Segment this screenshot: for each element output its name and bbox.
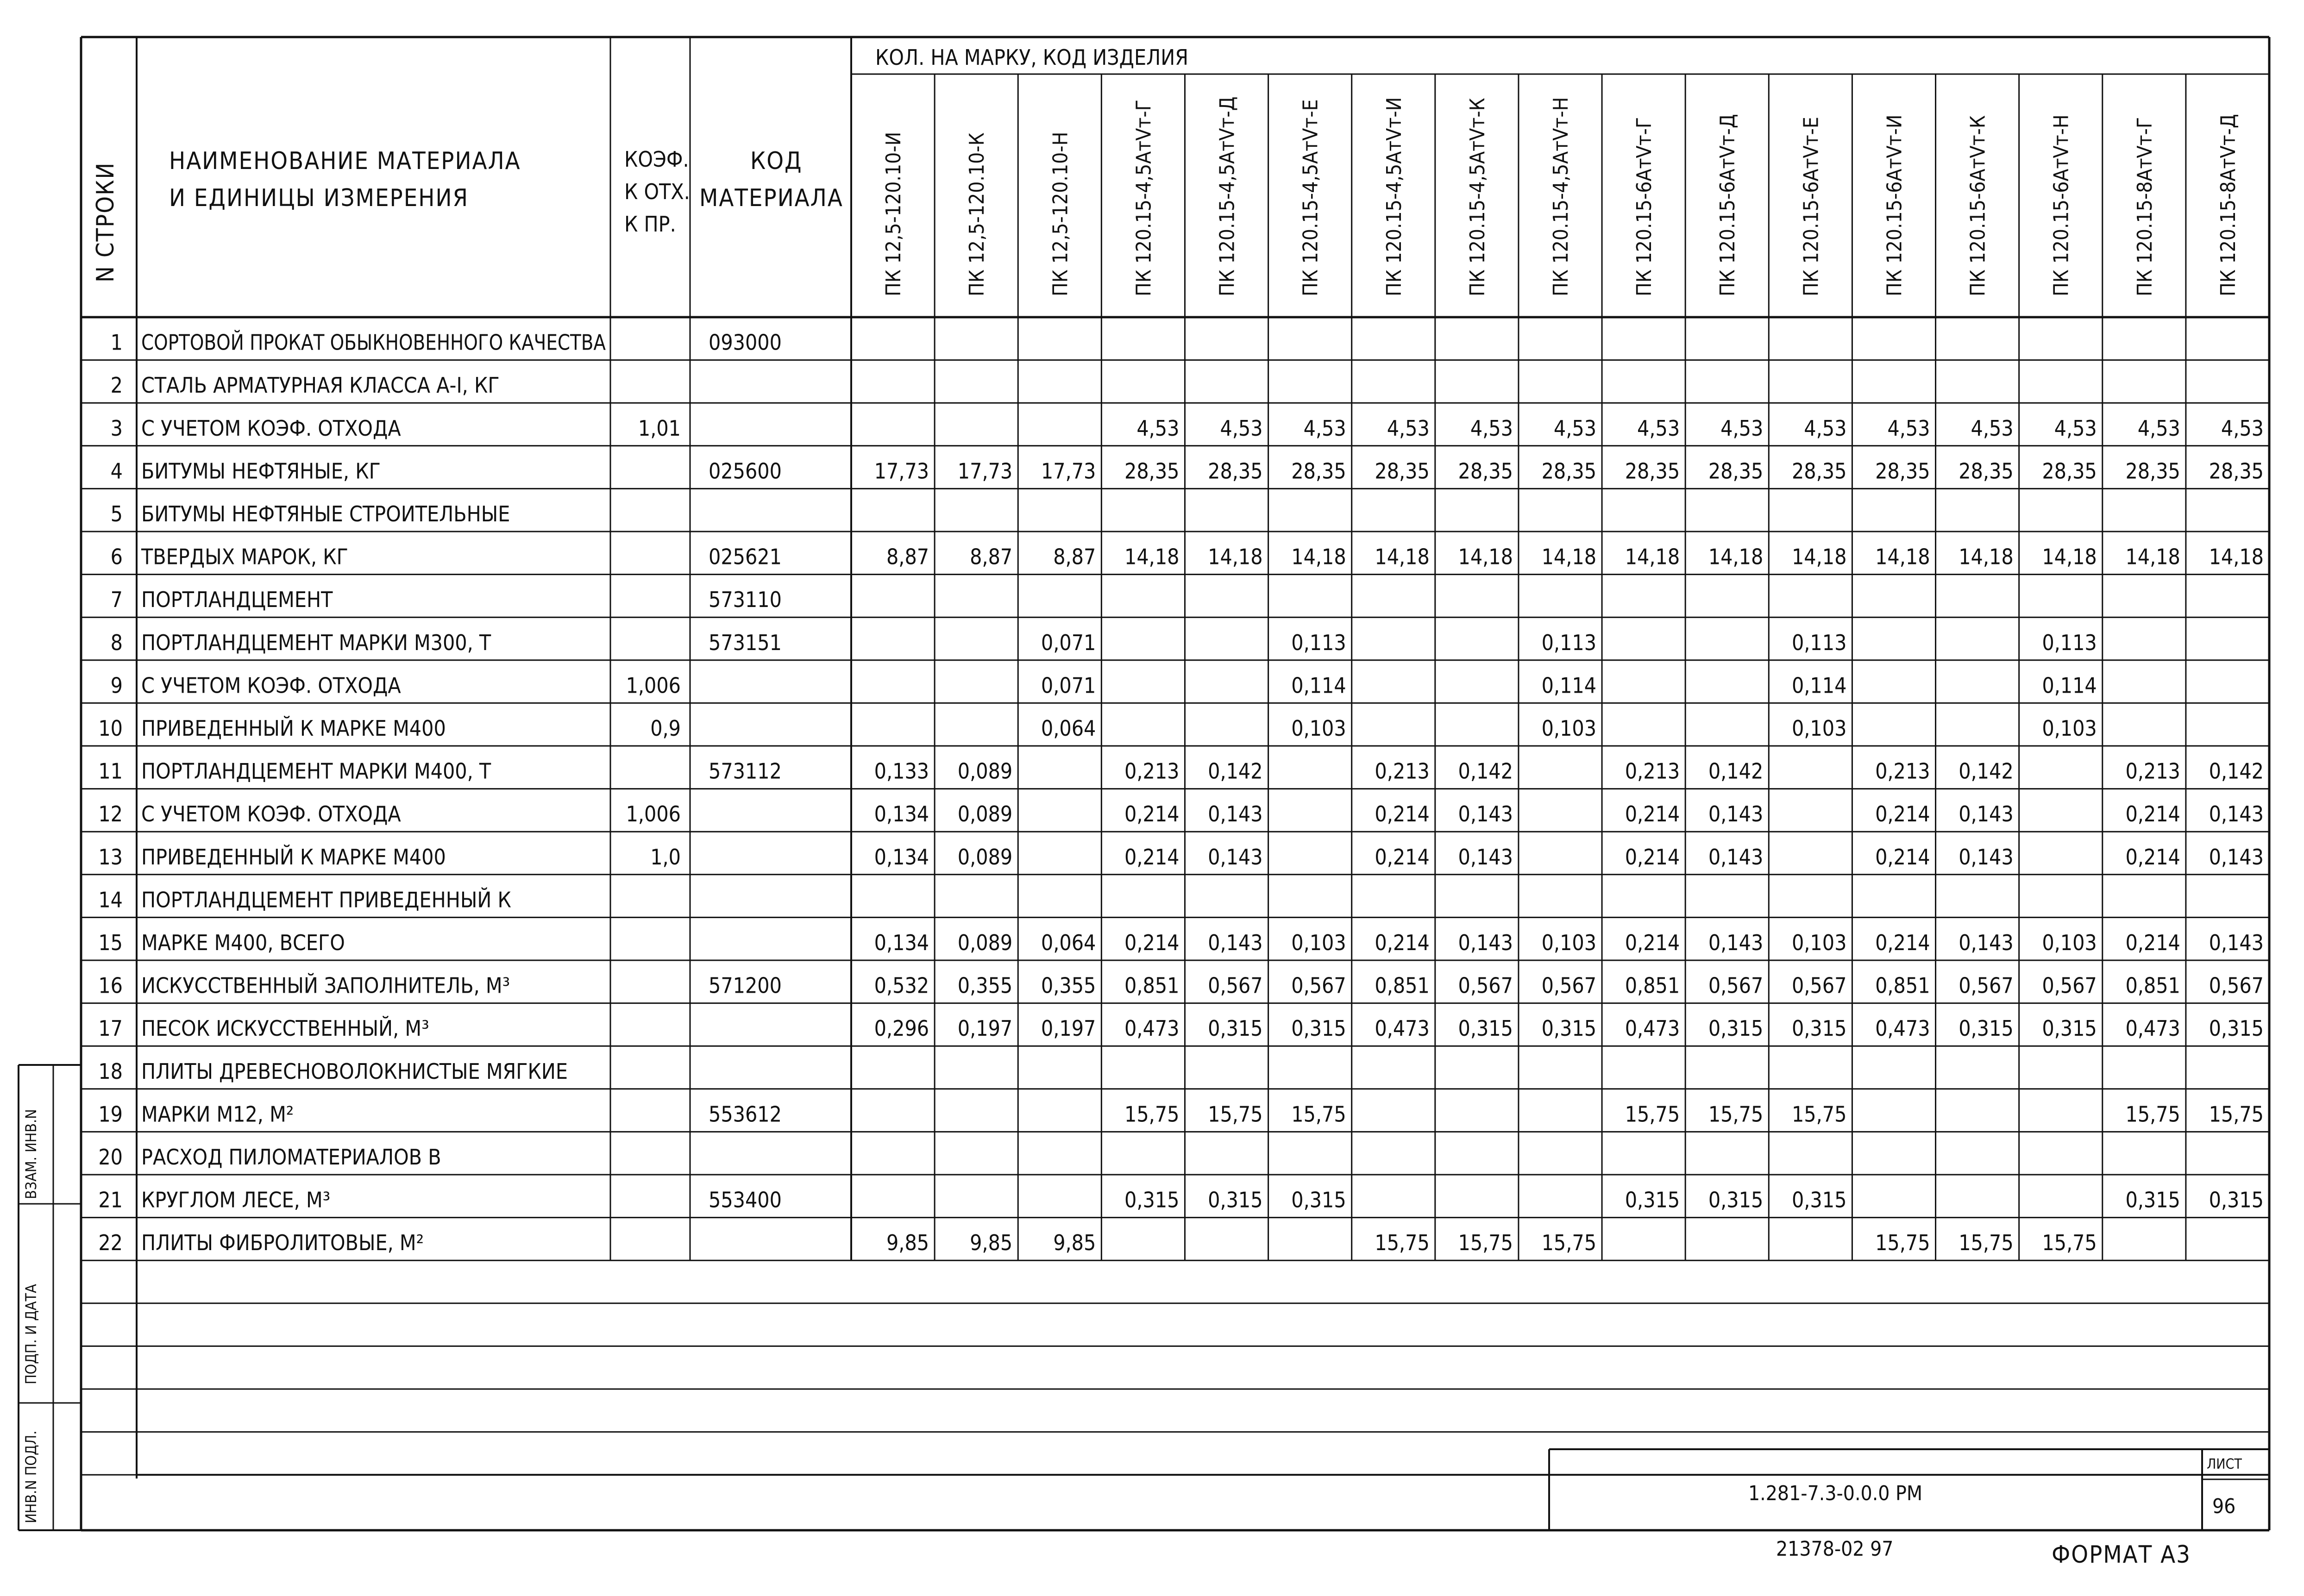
row-quantity-cell: 0,214 <box>2125 801 2180 827</box>
row-quantity-cell: 0,213 <box>1375 758 1430 784</box>
table-row <box>98 973 2264 998</box>
row-quantity-cell: 0,197 <box>1041 1016 1096 1041</box>
table-row <box>111 330 782 355</box>
row-quantity-cell: 0,213 <box>1625 758 1680 784</box>
table-row <box>98 930 2264 955</box>
row-quantity-cell: 0,133 <box>874 758 929 784</box>
row-number: 22 <box>98 1230 123 1256</box>
product-header-16: ПК 120.15-8АтⅤт-Г <box>2133 117 2157 296</box>
header-coef-line1: КОЭФ. <box>624 147 689 172</box>
table-row <box>111 458 2264 483</box>
table-row <box>111 673 2097 698</box>
row-quantity-cell: 0,315 <box>1208 1016 1263 1041</box>
header-row-number: N СТРОКИ <box>92 162 119 282</box>
row-number: 3 <box>110 415 123 441</box>
header-code-line1: КОД <box>750 147 803 175</box>
row-quantity-cell: 0,089 <box>957 844 1013 870</box>
row-material-name: КРУГЛОМ ЛЕСЕ, М³ <box>141 1187 331 1213</box>
row-quantity-cell: 0,214 <box>1124 801 1180 827</box>
row-number: 15 <box>98 930 123 955</box>
row-material-name: ПОРТЛАНДЦЕМЕНТ <box>141 587 333 613</box>
row-quantity-cell: 0,143 <box>1708 930 1764 955</box>
row-quantity-cell: 0,103 <box>1541 716 1597 741</box>
row-number: 16 <box>98 973 123 998</box>
row-material-name: ПОРТЛАНДЦЕМЕНТ МАРКИ М400, Т <box>141 758 491 784</box>
row-quantity-cell: 14,18 <box>1541 544 1597 570</box>
footer-format: ФОРМАТ А3 <box>2052 1541 2191 1569</box>
row-quantity-cell: 0,567 <box>1541 973 1597 998</box>
table-row <box>98 759 2264 784</box>
row-material-code: 025600 <box>709 458 782 484</box>
product-header-7: ПК 120.15-4,5АтⅤт-И <box>1382 97 1406 296</box>
row-number: 20 <box>98 1145 123 1170</box>
row-quantity-cell: 4,53 <box>1971 415 2014 441</box>
row-quantity-cell: 0,355 <box>957 973 1013 998</box>
row-quantity-cell: 28,35 <box>1458 458 1513 484</box>
row-material-name: ПРИВЕДЕННЫЙ К МАРКЕ М400 <box>141 716 446 741</box>
row-quantity-cell: 0,197 <box>957 1016 1013 1041</box>
row-quantity-cell: 0,315 <box>2125 1187 2180 1213</box>
row-quantity-cell: 0,142 <box>1959 758 2014 784</box>
row-number: 4 <box>110 458 123 484</box>
table-row <box>111 587 782 612</box>
header-coef-line2: К ОТХ. <box>624 179 690 204</box>
row-quantity-cell: 0,214 <box>1875 930 1930 955</box>
row-quantity-cell: 0,315 <box>1291 1016 1346 1041</box>
row-number: 10 <box>98 716 123 741</box>
table-row <box>111 545 2264 570</box>
row-number: 7 <box>110 587 123 613</box>
row-quantity-cell: 0,134 <box>874 801 929 827</box>
row-quantity-cell: 4,53 <box>1887 415 1930 441</box>
row-quantity-cell: 15,75 <box>1208 1102 1263 1127</box>
row-quantity-cell: 0,064 <box>1041 930 1096 955</box>
row-quantity-cell: 0,214 <box>1375 930 1430 955</box>
row-quantity-cell: 0,114 <box>2042 673 2097 698</box>
row-quantity-cell: 14,18 <box>2209 544 2264 570</box>
row-number: 21 <box>98 1187 123 1213</box>
row-quantity-cell: 0,315 <box>1458 1016 1513 1041</box>
row-material-name: БИТУМЫ НЕФТЯНЫЕ СТРОИТЕЛЬНЫЕ <box>141 501 510 526</box>
row-quantity-cell: 0,315 <box>1124 1187 1180 1213</box>
row-quantity-cell: 0,473 <box>2125 1016 2180 1041</box>
row-quantity-cell: 0,142 <box>2209 758 2264 784</box>
row-quantity-cell: 0,567 <box>1291 973 1346 998</box>
table-row <box>98 716 2097 741</box>
row-quantity-cell: 0,315 <box>1625 1187 1680 1213</box>
table-row <box>98 1188 2264 1213</box>
row-quantity-cell: 0,851 <box>1875 973 1930 998</box>
row-quantity-cell: 0,315 <box>1208 1187 1263 1213</box>
row-quantity-cell: 14,18 <box>2042 544 2097 570</box>
side-label-sign: ПОДП. И ДАТА <box>22 1284 40 1384</box>
row-quantity-cell: 9,85 <box>886 1230 929 1256</box>
row-quantity-cell: 0,103 <box>1291 930 1346 955</box>
row-material-name: РАСХОД ПИЛОМАТЕРИАЛОВ В <box>141 1145 441 1170</box>
row-coefficient: 1,006 <box>626 673 681 698</box>
row-material-name: ПЕСОК ИСКУССТВЕННЫЙ, М³ <box>141 1016 429 1041</box>
row-quantity-cell: 0,214 <box>1375 844 1430 870</box>
row-quantity-cell: 0,315 <box>2042 1016 2097 1041</box>
row-quantity-cell: 0,214 <box>1875 801 1930 827</box>
table-row <box>98 1145 441 1170</box>
row-quantity-cell: 14,18 <box>1959 544 2014 570</box>
row-quantity-cell: 0,113 <box>1541 630 1597 655</box>
row-quantity-cell: 0,315 <box>2209 1187 2264 1213</box>
row-quantity-cell: 15,75 <box>2042 1230 2097 1256</box>
row-quantity-cell: 14,18 <box>1124 544 1180 570</box>
row-quantity-cell: 0,315 <box>1708 1187 1764 1213</box>
row-quantity-cell: 28,35 <box>2209 458 2264 484</box>
row-material-code: 571200 <box>709 973 782 998</box>
row-quantity-cell: 0,851 <box>1124 973 1180 998</box>
row-quantity-cell: 0,143 <box>1959 930 2014 955</box>
row-quantity-cell: 4,53 <box>2054 415 2097 441</box>
row-quantity-cell: 4,53 <box>1220 415 1263 441</box>
row-material-name: С УЧЕТОМ КОЭФ. ОТХОДА <box>141 673 401 698</box>
row-quantity-cell: 0,114 <box>1541 673 1597 698</box>
row-quantity-cell: 0,315 <box>1791 1016 1847 1041</box>
row-material-name: ПОРТЛАНДЦЕМЕНТ ПРИВЕДЕННЫЙ К <box>141 887 511 913</box>
table-row <box>98 1059 568 1084</box>
row-quantity-cell: 0,143 <box>2209 844 2264 870</box>
row-quantity-cell: 0,134 <box>874 930 929 955</box>
row-number: 5 <box>110 501 123 526</box>
row-quantity-cell: 0,214 <box>2125 930 2180 955</box>
row-quantity-cell: 28,35 <box>1875 458 1930 484</box>
side-label-inv: ИНВ.N ПОДЛ. <box>22 1430 40 1523</box>
row-quantity-cell: 0,114 <box>1291 673 1346 698</box>
row-quantity-cell: 0,473 <box>1625 1016 1680 1041</box>
product-header-8: ПК 120.15-4,5АтⅤт-К <box>1465 98 1489 296</box>
row-quantity-cell: 4,53 <box>1720 415 1764 441</box>
row-quantity-cell: 15,75 <box>1875 1230 1930 1256</box>
row-material-code: 573151 <box>709 630 782 655</box>
row-material-name: ПЛИТЫ ДРЕВЕСНОВОЛОКНИСТЫЕ МЯГКИЕ <box>141 1058 568 1084</box>
row-quantity-cell: 15,75 <box>1541 1230 1597 1256</box>
row-quantity-cell: 14,18 <box>1375 544 1430 570</box>
product-header-6: ПК 120.15-4,5АтⅤт-Е <box>1299 99 1323 296</box>
row-quantity-cell: 17,73 <box>957 458 1013 484</box>
row-material-name: С УЧЕТОМ КОЭФ. ОТХОДА <box>141 415 401 441</box>
table-row <box>98 801 2264 826</box>
header-code-line2: МАТЕРИАЛА <box>699 184 843 212</box>
row-quantity-cell: 4,53 <box>1136 415 1180 441</box>
row-quantity-cell: 0,143 <box>1458 801 1513 827</box>
row-quantity-cell: 0,071 <box>1041 630 1096 655</box>
row-quantity-cell: 28,35 <box>1791 458 1847 484</box>
row-quantity-cell: 8,87 <box>1053 544 1096 570</box>
table-row <box>98 845 2264 870</box>
product-header-15: ПК 120.15-6АтⅤт-Н <box>2049 114 2073 296</box>
row-quantity-cell: 4,53 <box>1804 415 1847 441</box>
row-quantity-cell: 28,35 <box>1208 458 1263 484</box>
row-quantity-cell: 0,142 <box>1708 758 1764 784</box>
row-quantity-cell: 17,73 <box>1041 458 1096 484</box>
row-quantity-cell: 14,18 <box>1208 544 1263 570</box>
row-quantity-cell: 0,143 <box>1959 844 2014 870</box>
row-quantity-cell: 0,214 <box>1124 844 1180 870</box>
row-quantity-cell: 0,143 <box>1959 801 2014 827</box>
row-material-code: 025621 <box>709 544 782 570</box>
row-material-code: 093000 <box>709 330 782 355</box>
row-quantity-cell: 28,35 <box>1959 458 2014 484</box>
row-quantity-cell: 0,214 <box>1625 844 1680 870</box>
row-quantity-cell: 0,143 <box>1208 930 1263 955</box>
row-quantity-cell: 15,75 <box>1291 1102 1346 1127</box>
row-quantity-cell: 0,143 <box>1208 844 1263 870</box>
row-quantity-cell: 0,213 <box>1124 758 1180 784</box>
row-quantity-cell: 0,214 <box>1875 844 1930 870</box>
row-quantity-cell: 28,35 <box>1291 458 1346 484</box>
row-quantity-cell: 0,567 <box>1959 973 2014 998</box>
row-quantity-cell: 0,567 <box>2042 973 2097 998</box>
row-quantity-cell: 0,214 <box>1375 801 1430 827</box>
row-material-name: СОРТОВОЙ ПРОКАТ ОБЫКНОВЕННОГО КАЧЕСТВА <box>141 330 606 355</box>
row-quantity-cell: 0,143 <box>1458 844 1513 870</box>
row-quantity-cell: 0,103 <box>2042 716 2097 741</box>
row-quantity-cell: 0,103 <box>2042 930 2097 955</box>
row-quantity-cell: 0,851 <box>1625 973 1680 998</box>
table-row <box>111 373 500 398</box>
row-material-name: ИСКУССТВЕННЫЙ ЗАПОЛНИТЕЛЬ, М³ <box>141 973 510 998</box>
row-quantity-cell: 4,53 <box>2137 415 2180 441</box>
row-quantity-cell: 9,85 <box>970 1230 1013 1256</box>
row-quantity-cell: 0,103 <box>1541 930 1597 955</box>
row-quantity-cell: 15,75 <box>2125 1102 2180 1127</box>
row-number: 8 <box>110 630 123 655</box>
row-quantity-cell: 0,851 <box>2125 973 2180 998</box>
row-number: 13 <box>98 844 123 870</box>
row-quantity-cell: 0,071 <box>1041 673 1096 698</box>
row-quantity-cell: 8,87 <box>886 544 929 570</box>
row-quantity-cell: 17,73 <box>874 458 929 484</box>
row-coefficient: 1,006 <box>626 801 681 827</box>
row-quantity-cell: 0,142 <box>1208 758 1263 784</box>
row-quantity-cell: 15,75 <box>1375 1230 1430 1256</box>
header-name-line1: НАИМЕНОВАНИЕ МАТЕРИАЛА <box>169 147 521 175</box>
row-quantity-cell: 0,113 <box>1791 630 1847 655</box>
row-quantity-cell: 0,103 <box>1291 716 1346 741</box>
row-quantity-cell: 4,53 <box>1387 415 1430 441</box>
row-material-name: С УЧЕТОМ КОЭФ. ОТХОДА <box>141 801 401 827</box>
row-quantity-cell: 14,18 <box>2125 544 2180 570</box>
row-material-name: ТВЕРДЫХ МАРОК, КГ <box>141 544 348 570</box>
product-header-3: ПК 12,5-120.10-Н <box>1048 131 1073 296</box>
product-header-13: ПК 120.15-6АтⅤт-И <box>1883 114 1907 296</box>
side-label-replace: ВЗАМ. ИНВ.N <box>22 1109 40 1199</box>
product-header-1: ПК 12,5-120.10-И <box>882 131 906 296</box>
row-quantity-cell: 0,214 <box>1625 801 1680 827</box>
table-row <box>111 501 510 526</box>
row-number: 12 <box>98 801 123 827</box>
product-headers <box>882 96 2240 296</box>
table-row <box>111 416 2264 441</box>
table-row <box>98 1016 2264 1041</box>
row-quantity-cell: 15,75 <box>1625 1102 1680 1127</box>
row-quantity-cell: 28,35 <box>2042 458 2097 484</box>
row-quantity-cell: 0,315 <box>1708 1016 1764 1041</box>
row-quantity-cell: 0,113 <box>1291 630 1346 655</box>
table-row <box>111 630 2097 655</box>
row-quantity-cell: 0,315 <box>1541 1016 1597 1041</box>
row-quantity-cell: 0,143 <box>2209 930 2264 955</box>
row-quantity-cell: 0,142 <box>1458 758 1513 784</box>
table-row <box>98 887 511 912</box>
product-header-4: ПК 120.15-4,5АтⅤт-Г <box>1132 100 1156 296</box>
row-quantity-cell: 0,113 <box>2042 630 2097 655</box>
row-quantity-cell: 0,143 <box>2209 801 2264 827</box>
header-product-group: КОЛ. НА МАРКУ, КОД ИЗДЕЛИЯ <box>875 45 1189 70</box>
row-quantity-cell: 15,75 <box>1124 1102 1180 1127</box>
row-quantity-cell: 0,114 <box>1791 673 1847 698</box>
row-quantity-cell: 14,18 <box>1791 544 1847 570</box>
row-quantity-cell: 0,567 <box>1708 973 1764 998</box>
row-quantity-cell: 0,134 <box>874 844 929 870</box>
product-header-12: ПК 120.15-6АтⅤт-Е <box>1799 117 1823 296</box>
row-number: 18 <box>98 1058 123 1084</box>
row-quantity-cell: 28,35 <box>1625 458 1680 484</box>
row-quantity-cell: 4,53 <box>1470 415 1513 441</box>
footer-order-number: 21378-02 97 <box>1776 1537 1894 1561</box>
row-quantity-cell: 0,355 <box>1041 973 1096 998</box>
product-header-17: ПК 120.15-8АтⅤт-Д <box>2216 114 2240 296</box>
row-quantity-cell: 0,214 <box>2125 844 2180 870</box>
row-quantity-cell: 0,315 <box>1791 1187 1847 1213</box>
row-number: 9 <box>110 673 123 698</box>
row-quantity-cell: 14,18 <box>1291 544 1346 570</box>
row-coefficient: 1,01 <box>638 415 681 441</box>
row-quantity-cell: 0,315 <box>2209 1016 2264 1041</box>
row-material-name: ПЛИТЫ ФИБРОЛИТОВЫЕ, М² <box>141 1230 424 1256</box>
row-quantity-cell: 28,35 <box>1708 458 1764 484</box>
row-material-name: МАРКЕ М400, ВСЕГО <box>141 930 345 955</box>
row-quantity-cell: 0,567 <box>1458 973 1513 998</box>
row-material-name: ПРИВЕДЕННЫЙ К МАРКЕ М400 <box>141 844 446 870</box>
row-quantity-cell: 0,213 <box>1875 758 1930 784</box>
stamp-document-code: 1.281-7.3-0.0.0 РМ <box>1748 1482 1923 1505</box>
row-number: 11 <box>98 758 123 784</box>
row-coefficient: 1,0 <box>650 844 681 870</box>
row-quantity-cell: 4,53 <box>1553 415 1597 441</box>
row-number: 19 <box>98 1102 123 1127</box>
row-coefficient: 0,9 <box>650 716 681 741</box>
row-quantity-cell: 0,143 <box>1208 801 1263 827</box>
row-quantity-cell: 4,53 <box>1303 415 1346 441</box>
row-quantity-cell: 28,35 <box>1541 458 1597 484</box>
row-quantity-cell: 0,089 <box>957 758 1013 784</box>
header-name-line2: И ЕДИНИЦЫ ИЗМЕРЕНИЯ <box>169 184 469 212</box>
row-quantity-cell: 0,213 <box>2125 758 2180 784</box>
row-number: 17 <box>98 1016 123 1041</box>
row-quantity-cell: 4,53 <box>1637 415 1680 441</box>
row-material-name: МАРКИ М12, М² <box>141 1102 294 1127</box>
row-quantity-cell: 0,567 <box>1208 973 1263 998</box>
row-quantity-cell: 14,18 <box>1625 544 1680 570</box>
product-header-5: ПК 120.15-4,5АтⅤт-Д <box>1215 96 1239 296</box>
row-quantity-cell: 15,75 <box>1959 1230 2014 1256</box>
row-quantity-cell: 0,143 <box>1458 930 1513 955</box>
row-material-code: 573112 <box>709 758 782 784</box>
row-material-name: ПОРТЛАНДЦЕМЕНТ МАРКИ М300, Т <box>141 630 491 655</box>
row-quantity-cell: 15,75 <box>1708 1102 1764 1127</box>
row-quantity-cell: 0,143 <box>1708 844 1764 870</box>
row-number: 1 <box>110 330 123 355</box>
row-quantity-cell: 0,851 <box>1375 973 1430 998</box>
row-quantity-cell: 28,35 <box>2125 458 2180 484</box>
product-header-10: ПК 120.15-6АтⅤт-Г <box>1632 117 1657 296</box>
header-coef-line3: К ПР. <box>624 212 676 237</box>
row-quantity-cell: 28,35 <box>1124 458 1180 484</box>
product-header-2: ПК 12,5-120.10-К <box>965 132 989 296</box>
row-quantity-cell: 0,532 <box>874 973 929 998</box>
row-quantity-cell: 4,53 <box>2221 415 2264 441</box>
row-material-code: 573110 <box>709 587 782 613</box>
row-quantity-cell: 0,089 <box>957 930 1013 955</box>
row-quantity-cell: 0,473 <box>1375 1016 1430 1041</box>
row-material-name: БИТУМЫ НЕФТЯНЫЕ, КГ <box>141 458 381 484</box>
product-header-9: ПК 120.15-4,5АтⅤт-Н <box>1549 97 1573 296</box>
side-labels <box>22 1109 40 1523</box>
row-quantity-cell: 15,75 <box>1458 1230 1513 1256</box>
row-quantity-cell: 0,214 <box>1625 930 1680 955</box>
row-quantity-cell: 0,315 <box>1291 1187 1346 1213</box>
row-quantity-cell: 9,85 <box>1053 1230 1096 1256</box>
row-quantity-cell: 0,567 <box>2209 973 2264 998</box>
table-row <box>98 1230 2097 1255</box>
row-quantity-cell: 0,296 <box>874 1016 929 1041</box>
row-material-code: 553400 <box>709 1187 782 1213</box>
row-quantity-cell: 0,089 <box>957 801 1013 827</box>
row-quantity-cell: 15,75 <box>1791 1102 1847 1127</box>
product-header-14: ПК 120.15-6АтⅤт-К <box>1966 115 1990 296</box>
product-header-11: ПК 120.15-6АтⅤт-Д <box>1716 114 1740 296</box>
row-material-name: СТАЛЬ АРМАТУРНАЯ КЛАССА А-I, КГ <box>141 373 500 398</box>
row-quantity-cell: 0,103 <box>1791 716 1847 741</box>
row-quantity-cell: 14,18 <box>1708 544 1764 570</box>
row-quantity-cell: 0,473 <box>1875 1016 1930 1041</box>
row-number: 14 <box>98 887 123 913</box>
row-quantity-cell: 0,473 <box>1124 1016 1180 1041</box>
row-quantity-cell: 0,214 <box>1124 930 1180 955</box>
table-body <box>98 330 2264 1256</box>
row-quantity-cell: 8,87 <box>970 544 1013 570</box>
row-quantity-cell: 28,35 <box>1375 458 1430 484</box>
row-quantity-cell: 14,18 <box>1458 544 1513 570</box>
row-quantity-cell: 15,75 <box>2209 1102 2264 1127</box>
row-material-code: 553612 <box>709 1102 782 1127</box>
row-quantity-cell: 14,18 <box>1875 544 1930 570</box>
row-quantity-cell: 0,143 <box>1708 801 1764 827</box>
row-quantity-cell: 0,567 <box>1791 973 1847 998</box>
stamp-sheet-label: ЛИСТ <box>2207 1456 2242 1472</box>
row-quantity-cell: 0,315 <box>1959 1016 2014 1041</box>
row-quantity-cell: 0,103 <box>1791 930 1847 955</box>
row-number: 2 <box>110 373 123 398</box>
row-quantity-cell: 0,064 <box>1041 716 1096 741</box>
row-number: 6 <box>110 544 123 570</box>
stamp-sheet-number: 96 <box>2212 1495 2236 1518</box>
table-row <box>98 1102 2264 1127</box>
